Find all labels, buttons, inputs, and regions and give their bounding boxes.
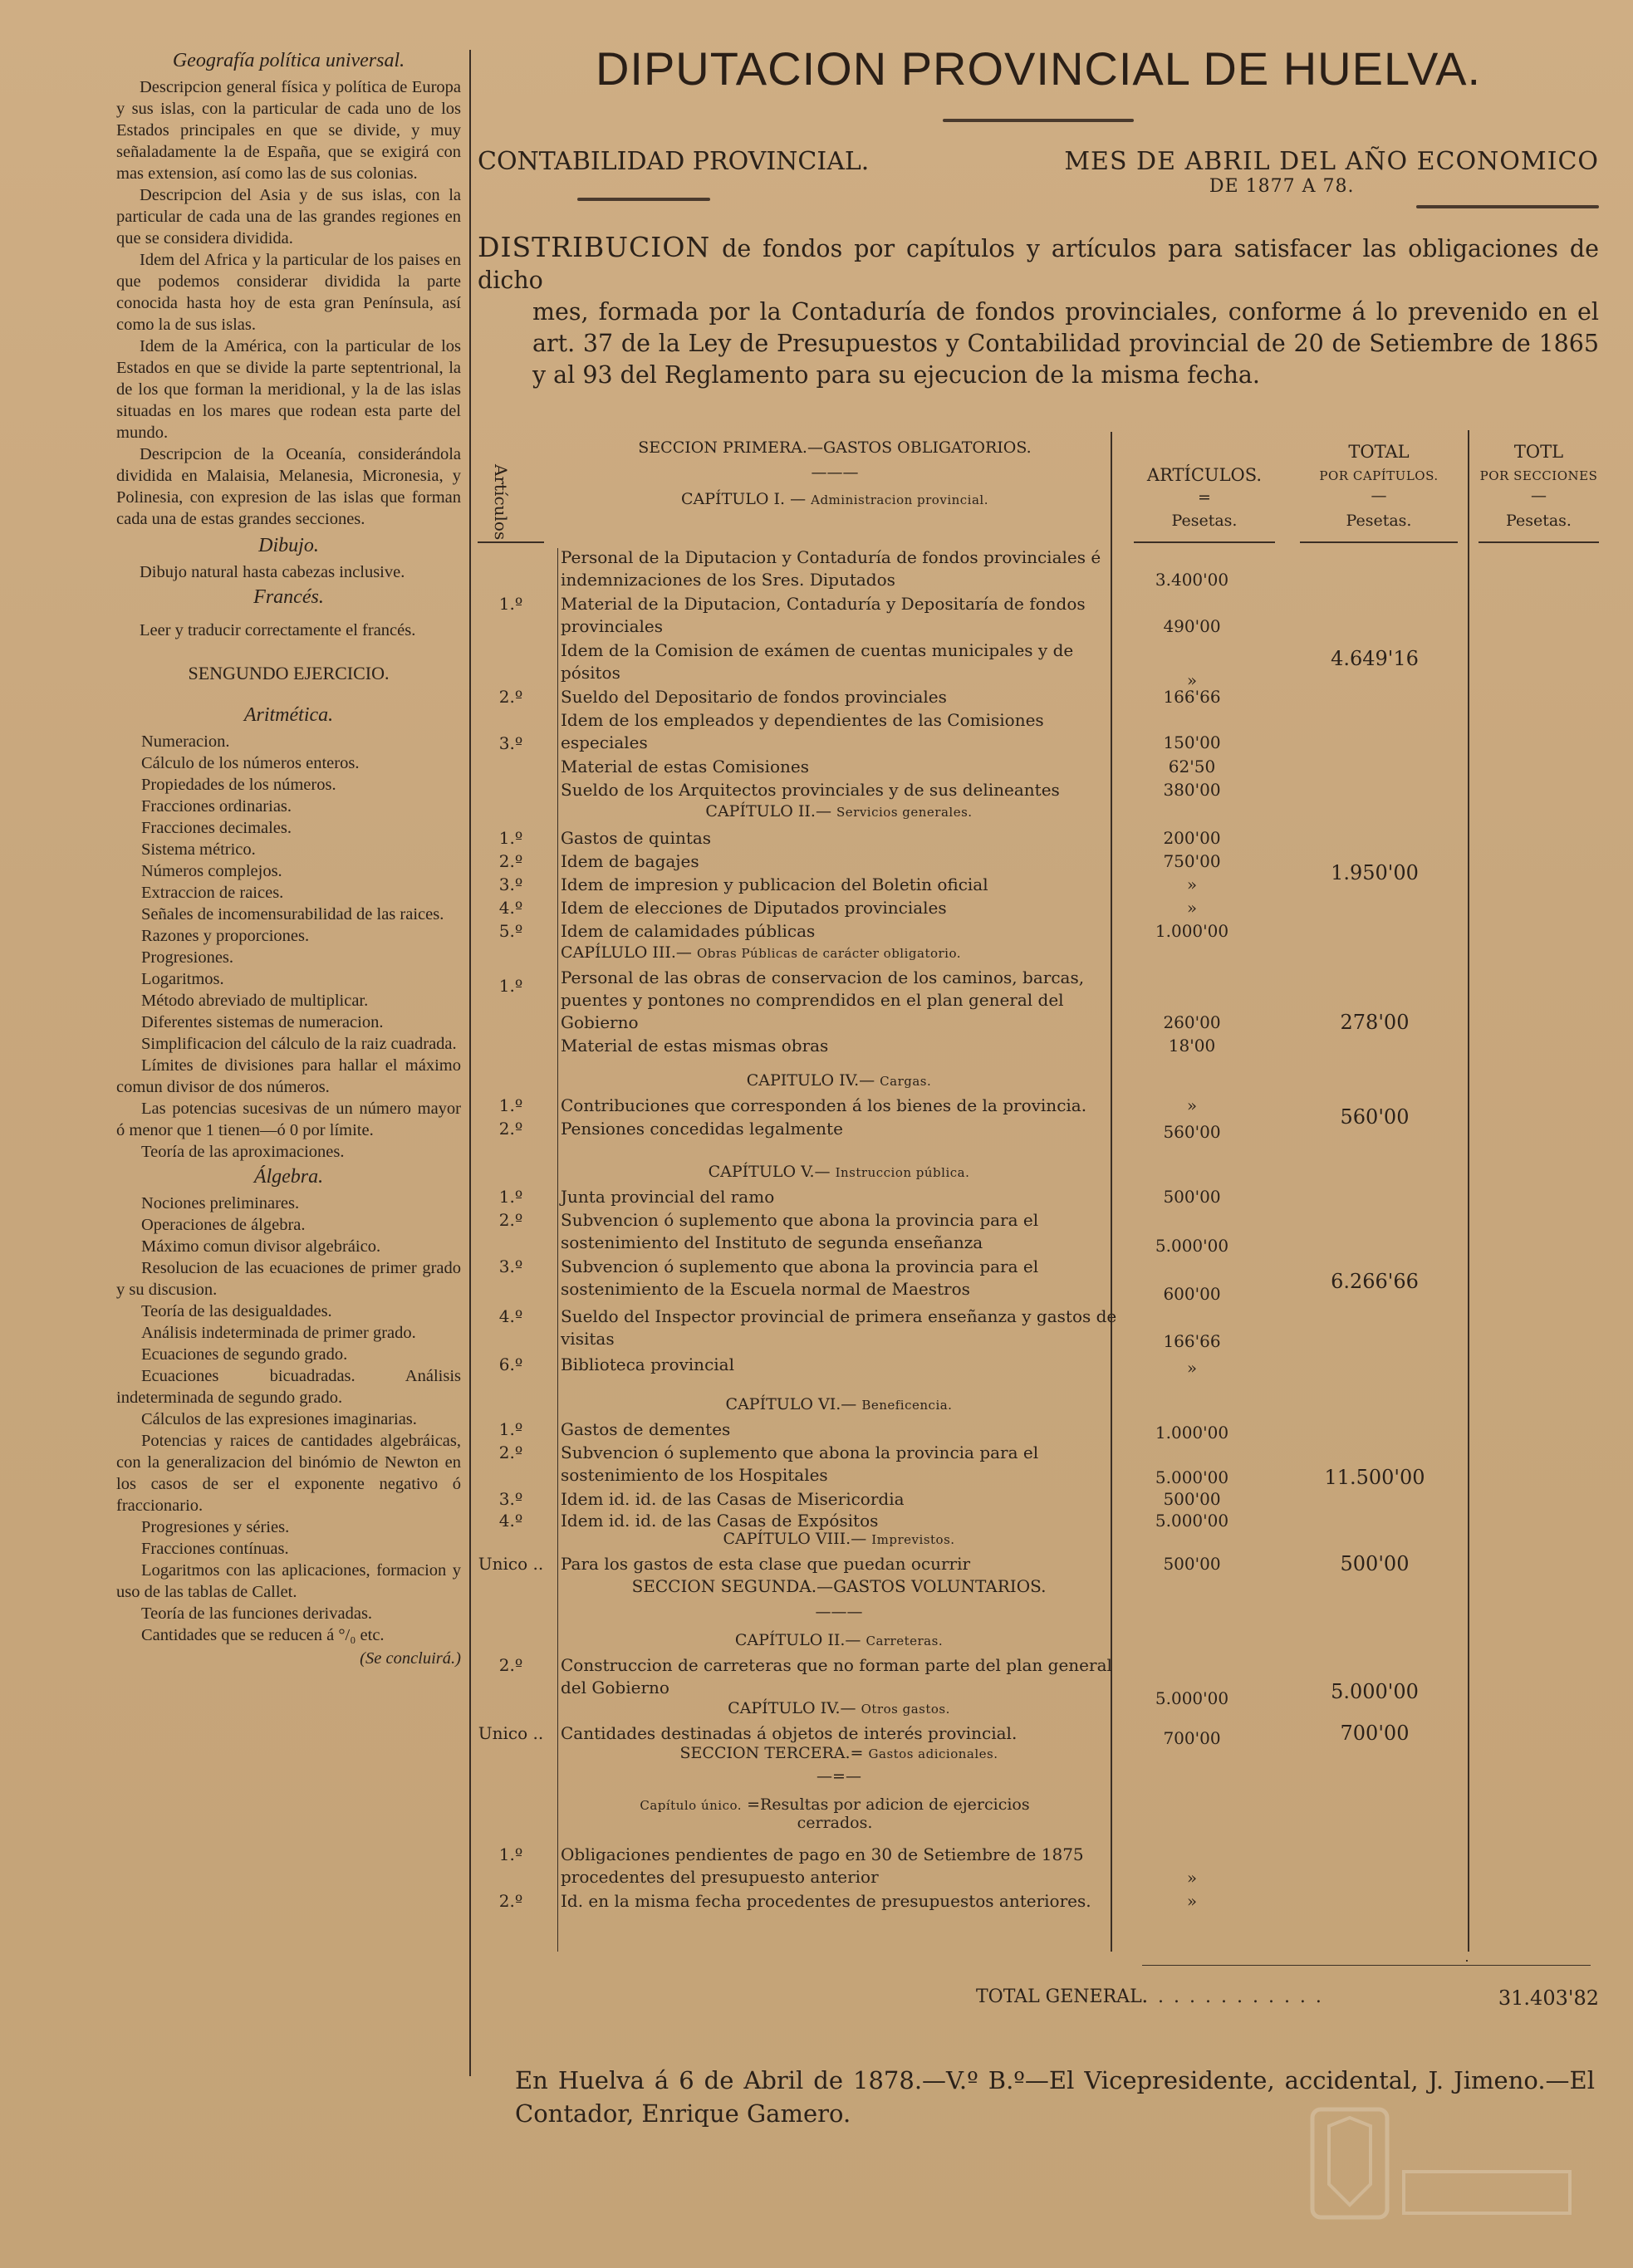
algebra-item: Cálculos de las expresiones imaginarias. bbox=[141, 1410, 417, 1428]
row-value: 700'00 bbox=[1163, 1728, 1221, 1748]
chapter-heading bbox=[561, 802, 1117, 820]
chapter-heading bbox=[561, 1631, 1117, 1649]
row-value: » bbox=[1186, 670, 1198, 690]
row-concept: Idem de calamidades públicas bbox=[561, 921, 816, 941]
aritmetica-item: Método abreviado de multiplicar. bbox=[141, 992, 369, 1010]
aritmetica-heading: Aritmética. bbox=[243, 704, 334, 726]
aritmetica-item: Señales de incomensurabilidad de las raices. bbox=[141, 905, 444, 923]
row-art: 2.º bbox=[498, 1655, 523, 1675]
chapter-subtitle: Instruccion pública. bbox=[835, 1165, 970, 1180]
algebra-item: Ecuaciones de segundo grado. bbox=[141, 1345, 348, 1364]
algebra-item: Nociones preliminares. bbox=[141, 1194, 300, 1212]
row-concept: Sueldo del Inspector provincial de primera enseñanza y gastos de visitas bbox=[561, 1306, 1117, 1349]
row-art: 4.º bbox=[498, 1511, 523, 1531]
chapter-subtitle: Imprevistos. bbox=[871, 1532, 955, 1547]
ornament-divider bbox=[943, 119, 1134, 122]
row-art: 1.º bbox=[498, 828, 523, 848]
row-art: 2.º bbox=[498, 1210, 523, 1230]
aritmetica-item: Números complejos. bbox=[141, 862, 282, 880]
aritmetica-item: Numeracion. bbox=[141, 732, 230, 751]
row-concept: Cantidades destinadas á objetos de interés provincial. bbox=[561, 1723, 1018, 1743]
row-concept: Idem id. id. de las Casas de Expósitos bbox=[561, 1511, 879, 1531]
row-value: 380'00 bbox=[1163, 780, 1221, 800]
row-art: 1.º bbox=[498, 1844, 523, 1864]
dash: ——— bbox=[811, 463, 859, 482]
aritmetica-item: Cálculo de los números enteros. bbox=[141, 754, 360, 772]
row-art: 2.º bbox=[498, 851, 523, 871]
chapter-subtitle: Carreteras. bbox=[866, 1634, 944, 1648]
column-divider bbox=[469, 50, 471, 2076]
row-concept: Para los gastos de esta clase que puedan ocurrir bbox=[561, 1554, 971, 1574]
chapter-heading bbox=[561, 1395, 1117, 1413]
algebra-item: Potencias y raices de cantidades algebráicas, con la generalizacion del binómio de Newton en los casos de ser el exponente negativo ó fraccionario. bbox=[116, 1432, 461, 1515]
row-concept: Sueldo de los Arquitectos provinciales y de sus delineantes bbox=[561, 780, 1060, 800]
col-total-cap-dash: — bbox=[1371, 487, 1387, 505]
geo-paragraph: Idem del Africa y la particular de los paises en que podemos considerar dividida la parte conocida hasta hoy de esta gran Península, así como la de sus islas. bbox=[116, 251, 461, 334]
row-value: 5.000'00 bbox=[1155, 1688, 1229, 1708]
aritmetica-item: Fracciones ordinarias. bbox=[141, 797, 292, 816]
aritmetica-item: Teoría de las aproximaciones. bbox=[141, 1143, 345, 1161]
chapter-label: CAPÍTULO II.— bbox=[705, 802, 831, 820]
left-column bbox=[116, 50, 461, 1669]
total-general-dots: ............ bbox=[1142, 1986, 1331, 2007]
huelva-watermark-icon bbox=[1296, 2093, 1578, 2234]
row-art: 1.º bbox=[498, 1419, 523, 1439]
articulos-vertical-label: Artículos bbox=[491, 464, 511, 541]
algebra-item: Análisis indeterminada de primer grado. bbox=[141, 1324, 416, 1342]
geografia-heading: Geografía política universal. bbox=[172, 50, 405, 71]
aritmetica-item: Fracciones decimales. bbox=[141, 819, 292, 837]
aritmetica-item: Simplificacion del cálculo de la raiz cuadrada. bbox=[141, 1035, 457, 1053]
chapter-total: 5.000'00 bbox=[1331, 1680, 1419, 1703]
ornament-divider bbox=[577, 198, 710, 201]
row-value: » bbox=[1186, 1358, 1198, 1378]
algebra-heading: Álgebra. bbox=[253, 1166, 324, 1188]
row-value: 150'00 bbox=[1163, 732, 1221, 752]
dibujo-heading: Dibujo. bbox=[258, 535, 319, 556]
chapter-total: 500'00 bbox=[1340, 1552, 1410, 1575]
row-concept: Pensiones concedidas legalmente bbox=[561, 1119, 843, 1139]
col-articulos-unit: Pesetas. bbox=[1171, 512, 1238, 530]
row-art: 3.º bbox=[498, 1489, 523, 1509]
col-total-sec-unit: Pesetas. bbox=[1506, 512, 1572, 530]
chapter-label: CAPÍTULO V.— bbox=[708, 1163, 831, 1181]
chapter-label: CAPÍTULO II.— bbox=[734, 1631, 861, 1649]
algebra-item: Progresiones y séries. bbox=[141, 1518, 290, 1536]
row-art: 1.º bbox=[498, 976, 523, 996]
chapter-total: 560'00 bbox=[1340, 1105, 1410, 1129]
chapter-heading bbox=[561, 1071, 1117, 1090]
se-concluira: (Se concluirá.) bbox=[360, 1649, 461, 1668]
chapter-total: 6.266'66 bbox=[1331, 1270, 1419, 1293]
algebra-item: Logaritmos con las aplicaciones, formacion y uso de las tablas de Callet. bbox=[116, 1561, 461, 1601]
row-value: 200'00 bbox=[1163, 828, 1221, 848]
page-title: DIPUTACION PROVINCIAL DE HUELVA. bbox=[595, 42, 1482, 95]
col-total-sec-dash: — bbox=[1531, 487, 1547, 505]
col-total-cap-sub: POR CAPÍTULOS. bbox=[1319, 468, 1439, 483]
aritmetica-item: Propiedades de los números. bbox=[141, 776, 336, 794]
signature-paragraph: En Huelva á 6 de Abril de 1878.—V.º B.º—El Vicepresidente, accidental, J. Jimeno.—El Contador, Enrique Gamero. bbox=[515, 2066, 1595, 2128]
row-art: 1.º bbox=[498, 1187, 523, 1207]
chapter-subtitle: Otros gastos. bbox=[861, 1702, 950, 1717]
row-value: » bbox=[1186, 874, 1198, 894]
row-concept: Subvencion ó suplemento que abona la provincia para el sostenimiento del Instituto de segunda enseñanza bbox=[561, 1210, 1039, 1252]
intro-rest: mes, formada por la Contaduría de fondos provinciales, conforme á lo prevenido en el art. 37 de la Ley de Presupuestos y Contabilidad provincial de 20 de Setiembre de 1865 y al 93 del Reglamento para su ejecucion de la misma fecha. bbox=[532, 298, 1599, 389]
aritmetica-item: Progresiones. bbox=[141, 948, 234, 967]
row-concept: Material de la Diputacion, Contaduría y Depositaría de fondos provinciales bbox=[561, 594, 1086, 636]
row-concept: Construccion de carreteras que no forman parte del plan general del Gobierno bbox=[561, 1655, 1112, 1697]
row-art: 3.º bbox=[498, 874, 523, 894]
eq-dash: —=— bbox=[816, 1767, 861, 1785]
row-value: 500'00 bbox=[1163, 1554, 1221, 1574]
ornament-divider bbox=[1416, 205, 1599, 208]
row-value: 260'00 bbox=[1163, 1012, 1221, 1032]
table-rule bbox=[1300, 541, 1458, 543]
chapter-total: 700'00 bbox=[1340, 1722, 1410, 1745]
anio-text: DE 1877 A 78. bbox=[1209, 176, 1355, 197]
right-header bbox=[478, 33, 1599, 391]
total-general-row bbox=[478, 1986, 1599, 2020]
table-rule bbox=[1479, 541, 1599, 543]
seccion-tercera-sc: Gastos adicionales. bbox=[868, 1746, 998, 1761]
row-value: 500'00 bbox=[1163, 1489, 1221, 1509]
aritmetica-item: Sistema métrico. bbox=[141, 840, 256, 859]
geo-paragraph: Idem de la América, con la particular de los Estados en que se divide la parte septentrional, la de los que forman la meridional, y la de las islas situadas en los mares que rodean esta parte del mundo. bbox=[116, 337, 461, 442]
row-concept: Idem de elecciones de Diputados provinciales bbox=[561, 898, 947, 918]
seccion-primera: SECCION PRIMERA.—GASTOS OBLIGATORIOS. bbox=[638, 438, 1032, 457]
cap1-sc: Administracion provincial. bbox=[811, 492, 988, 507]
row-concept: Personal de las obras de conservacion de los caminos, barcas, puentes y pontones no comprendidos en el plan general del Gobierno bbox=[561, 967, 1085, 1032]
row-concept: Material de estas mismas obras bbox=[561, 1036, 829, 1056]
geo-paragraph: Descripcion general física y política de Europa y sus islas, con la particular de cada uno de los Estados principales en que se divide, y muy señaladamente la de España, que se exigirá con mas extension, así como las de sus colonias. bbox=[116, 78, 461, 183]
row-art: 6.º bbox=[498, 1354, 523, 1374]
chapter-total: 4.649'16 bbox=[1331, 647, 1419, 670]
contabilidad-text: CONTABILIDAD PROVINCIAL. bbox=[478, 147, 870, 176]
seccion-segunda: SECCION SEGUNDA.—GASTOS VOLUNTARIOS. bbox=[631, 1576, 1047, 1596]
row-value: 166'66 bbox=[1163, 687, 1221, 707]
chapter-subtitle: Beneficencia. bbox=[861, 1398, 953, 1413]
chapter-heading bbox=[561, 943, 1117, 962]
algebra-item: Teoría de las desigualdades. bbox=[141, 1302, 332, 1320]
total-general-label: TOTAL GENERAL. bbox=[976, 1986, 1148, 2007]
algebra-item: Máximo comun divisor algebráico. bbox=[141, 1237, 381, 1256]
table-rule bbox=[1134, 541, 1275, 543]
row-concept: Biblioteca provincial bbox=[561, 1354, 734, 1374]
row-concept: Subvencion ó suplemento que abona la provincia para el sostenimiento de los Hospitales bbox=[561, 1443, 1039, 1485]
capitulo-unico-heading bbox=[602, 1795, 1067, 1832]
row-concept: Junta provincial del ramo bbox=[561, 1187, 775, 1207]
total-general-amount: 31.403'82 bbox=[1498, 1986, 1599, 2010]
row-value: 500'00 bbox=[1163, 1187, 1221, 1207]
chapter-label: CAPITULO IV.— bbox=[746, 1071, 875, 1090]
table-rule bbox=[557, 548, 558, 1952]
seccion-tercera-label: SECCION TERCERA.= bbox=[679, 1744, 864, 1762]
row-art: 1.º bbox=[498, 1095, 523, 1115]
aritmetica-item: Razones y proporciones. bbox=[141, 927, 310, 945]
row-value: 5.000'00 bbox=[1155, 1511, 1229, 1531]
row-concept: Material de estas Comisiones bbox=[561, 757, 809, 776]
chapter-subtitle: Servicios generales. bbox=[836, 805, 973, 820]
row-concept: Id. en la misma fecha procedentes de presupuestos anteriores. bbox=[561, 1891, 1091, 1911]
aritmetica-item: Extraccion de raices. bbox=[141, 884, 284, 902]
chapter-label: CAPÍTULO IV.— bbox=[728, 1699, 856, 1717]
row-value: 3.400'00 bbox=[1155, 570, 1229, 590]
capitulo-unico-sc: Capítulo único. bbox=[640, 1798, 743, 1813]
row-value: » bbox=[1186, 1891, 1198, 1911]
table-rule bbox=[1468, 432, 1469, 1952]
aritmetica-item: Diferentes sistemas de numeracion. bbox=[141, 1013, 384, 1031]
cap1-heading bbox=[561, 490, 1109, 508]
cap1-label: CAPÍTULO I. — bbox=[681, 490, 807, 508]
chapter-heading bbox=[561, 1699, 1117, 1717]
row-art: 2.º bbox=[498, 1119, 523, 1139]
row-art: Unico .. bbox=[478, 1723, 544, 1743]
chapter-label: CAPÍTULO VIII.— bbox=[723, 1530, 867, 1548]
row-concept: Gastos de dementes bbox=[561, 1419, 731, 1439]
row-art: 4.º bbox=[498, 1306, 523, 1326]
row-concept: Idem de la Comision de exámen de cuentas municipales y de pósitos bbox=[561, 640, 1074, 683]
chapter-total: 1.950'00 bbox=[1331, 861, 1419, 884]
segundo-ejercicio-heading: SENGUNDO EJERCICIO. bbox=[188, 663, 390, 683]
subtitle-row bbox=[478, 147, 1599, 222]
geo-paragraph: Descripcion de la Oceanía, considerándola dividida en Malaisia, Melanesia, Micronesia, y Polinesia, con expresion de las islas que forman cada una de estas grandes secciones. bbox=[116, 445, 461, 528]
algebra-item: Fracciones contínuas. bbox=[141, 1540, 289, 1558]
aritmetica-item: Logaritmos. bbox=[141, 970, 224, 988]
row-value: » bbox=[1186, 1095, 1198, 1115]
row-concept: Subvencion ó suplemento que abona la provincia para el sostenimiento de la Escuela normal de Maestros bbox=[561, 1256, 1039, 1299]
mes-text: MES DE ABRIL DEL AÑO ECONOMICO bbox=[1064, 147, 1599, 176]
intro-paragraph bbox=[478, 232, 1599, 391]
chapter-heading bbox=[561, 1530, 1117, 1548]
intro-first: de fondos por capítulos y artículos para satisfacer las obligaciones de dicho bbox=[478, 235, 1599, 294]
aritmetica-item: Límites de divisiones para hallar el máximo comun divisor de dos números. bbox=[116, 1056, 461, 1096]
col-total-cap-unit: Pesetas. bbox=[1346, 512, 1412, 530]
aritmetica-item: Las potencias sucesivas de un número mayor ó menor que 1 tienen—ó 0 por límite. bbox=[116, 1100, 461, 1139]
algebra-item: Cantidades que se reducen á °/₀ etc. bbox=[141, 1626, 385, 1644]
contabilidad-label bbox=[478, 147, 869, 201]
row-concept: Idem id. id. de las Casas de Misericordia bbox=[561, 1489, 905, 1509]
row-concept: Gastos de quintas bbox=[561, 828, 712, 848]
dash: ——— bbox=[815, 1603, 863, 1621]
row-value: 18'00 bbox=[1168, 1036, 1216, 1056]
chapter-label: CAPÍLULO III.— bbox=[561, 943, 692, 962]
row-value: 1.000'00 bbox=[1155, 1423, 1229, 1443]
row-value: 5.000'00 bbox=[1155, 1467, 1229, 1487]
budget-table bbox=[478, 432, 1599, 2010]
chapter-total: 278'00 bbox=[1340, 1011, 1410, 1034]
seccion-tercera bbox=[561, 1744, 1117, 1762]
geo-paragraph: Descripcion del Asia y de sus islas, con la particular de cada una de las grandes regiones en que se considera dividida. bbox=[116, 186, 461, 247]
algebra-item: Resolucion de las ecuaciones de primer grado y su discusion. bbox=[116, 1259, 461, 1299]
chapter-subtitle: Obras Públicas de carácter obligatorio. bbox=[696, 946, 962, 961]
row-value: 560'00 bbox=[1163, 1122, 1221, 1142]
col-total-cap: TOTAL bbox=[1348, 442, 1410, 462]
capitulo-unico-label: =Resultas por adicion de ejercicios cerrados. bbox=[747, 1795, 1030, 1832]
row-value: 490'00 bbox=[1163, 616, 1221, 636]
row-art: 2.º bbox=[498, 1891, 523, 1911]
mes-label bbox=[1064, 147, 1599, 208]
row-value: 166'66 bbox=[1163, 1331, 1221, 1351]
row-value: 600'00 bbox=[1163, 1284, 1221, 1304]
row-art: Unico .. bbox=[478, 1554, 544, 1574]
col-articulos: ARTÍCULOS. bbox=[1146, 465, 1263, 485]
algebra-item: Ecuaciones bicuadradas. Análisis indeterminada de segundo grado. bbox=[116, 1367, 461, 1407]
row-art: 4.º bbox=[498, 898, 523, 918]
row-concept: Obligaciones pendientes de pago en 30 de Setiembre de 1875 procedentes del presupuesto anterior bbox=[561, 1844, 1084, 1887]
row-concept: Contribuciones que corresponden á los bienes de la provincia. bbox=[561, 1095, 1087, 1115]
table-rule bbox=[1468, 430, 1469, 435]
row-art: 5.º bbox=[498, 921, 523, 941]
frances-heading: Francés. bbox=[253, 586, 324, 608]
row-concept: Idem de impresion y publicacion del Boletin oficial bbox=[561, 874, 988, 894]
chapter-subtitle: Cargas. bbox=[880, 1074, 932, 1089]
row-concept: Idem de bagajes bbox=[561, 851, 699, 871]
row-art: 2.º bbox=[498, 687, 523, 707]
chapter-total: 11.500'00 bbox=[1324, 1466, 1425, 1489]
algebra-item: Operaciones de álgebra. bbox=[141, 1216, 306, 1234]
row-concept: Personal de la Diputacion y Contaduría de fondos provinciales é indemnizaciones de los Sres. Diputados bbox=[561, 547, 1101, 590]
chapter-heading bbox=[561, 1163, 1117, 1181]
dibujo-text: Dibujo natural hasta cabezas inclusive. bbox=[140, 563, 405, 581]
intro-lead: DISTRIBUCION bbox=[478, 231, 711, 263]
row-art: 1.º bbox=[498, 594, 523, 614]
row-value: » bbox=[1186, 1868, 1198, 1888]
row-concept: Idem de los empleados y dependientes de las Comisiones especiales bbox=[561, 710, 1044, 752]
row-value: 5.000'00 bbox=[1155, 1236, 1229, 1256]
table-rule bbox=[1466, 1960, 1468, 1962]
row-value: 750'00 bbox=[1163, 851, 1221, 871]
chapter-label: CAPÍTULO VI.— bbox=[725, 1395, 857, 1413]
row-value: 1.000'00 bbox=[1155, 921, 1229, 941]
row-art: 2.º bbox=[498, 1443, 523, 1462]
table-rule bbox=[1142, 1965, 1591, 1966]
col-total-sec: TOTL bbox=[1513, 442, 1564, 462]
row-value: » bbox=[1186, 898, 1198, 918]
frances-text: Leer y traducir correctamente el francés. bbox=[140, 621, 416, 639]
row-value: 62'50 bbox=[1168, 757, 1216, 776]
col-total-sec-sub: POR SECCIONES bbox=[1479, 468, 1598, 483]
row-concept: Sueldo del Depositario de fondos provinciales bbox=[561, 687, 947, 707]
algebra-item: Teoría de las funciones derivadas. bbox=[141, 1604, 373, 1623]
row-art: 3.º bbox=[498, 1256, 523, 1276]
row-art: 3.º bbox=[498, 733, 523, 753]
col-articulos-eq: = bbox=[1198, 488, 1211, 507]
